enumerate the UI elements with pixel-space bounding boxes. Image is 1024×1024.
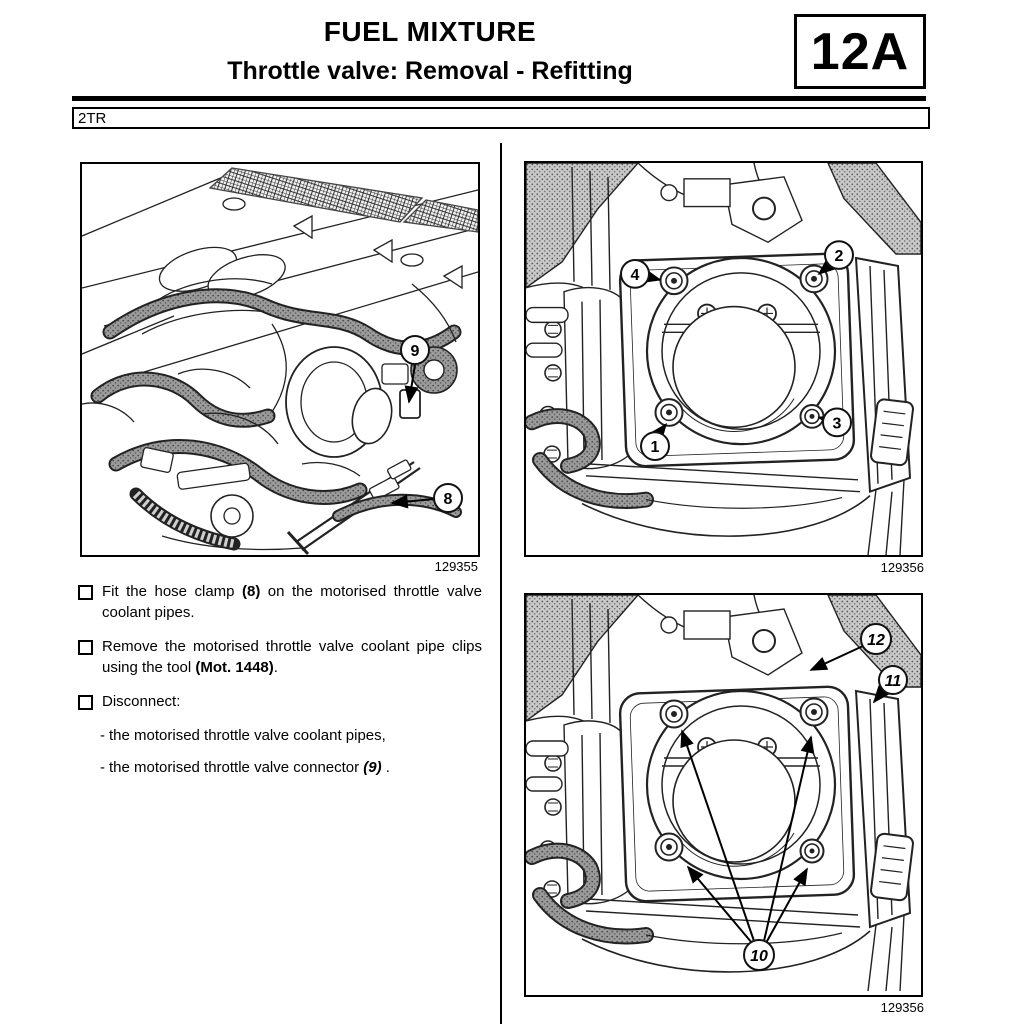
callout-10-label: 10 <box>750 948 768 965</box>
instruction-text: the motorised throttle valve connector (9) . <box>109 759 390 776</box>
instruction-list <box>78 581 482 789</box>
instruction-text: Disconnect: <box>102 693 181 710</box>
callout-8-label: 8 <box>443 491 453 508</box>
dash-marker: - <box>100 759 105 776</box>
callout-1-label: 1 <box>650 439 660 457</box>
throttle-body-illustration-top <box>526 163 921 555</box>
dash-marker: - <box>100 727 105 744</box>
callout-4-label: 4 <box>630 266 640 284</box>
section-code-box: 12A <box>794 14 926 89</box>
bullet-square-icon <box>78 640 93 655</box>
column-divider <box>500 143 502 1024</box>
instruction-item <box>78 691 482 712</box>
callout-12 <box>861 624 891 654</box>
instruction-item <box>100 757 482 778</box>
engine-bay-illustration <box>82 164 478 555</box>
callout-10 <box>744 940 774 970</box>
instruction-item <box>100 725 482 746</box>
instruction-item <box>78 581 482 623</box>
callout-4 <box>621 260 649 288</box>
bullet-square-icon <box>78 585 93 600</box>
callout-12-label: 12 <box>867 632 885 649</box>
instruction-text: the motorised throttle valve coolant pipes, <box>109 727 386 744</box>
callout-2 <box>825 241 853 269</box>
figure-throttle-removal <box>524 161 923 557</box>
header-rule <box>72 96 926 101</box>
callout-9-label: 9 <box>410 343 420 360</box>
figure-engine-bay <box>80 162 480 557</box>
instruction-item <box>78 636 482 678</box>
bullet-square-icon <box>78 695 93 710</box>
figure-code-engine: 129355 <box>434 559 478 574</box>
callout-2-label: 2 <box>834 248 844 265</box>
callout-3-label: 3 <box>832 415 842 433</box>
figure-code-bottom: 129356 <box>880 1000 924 1015</box>
callout-1 <box>641 432 669 460</box>
page-title: FUEL MIXTURE <box>323 16 537 47</box>
engine-variant-label: 2TR <box>78 109 107 127</box>
instruction-text: Remove the motorised throttle valve coolant pipe clips using the tool (Mot. 1448). <box>102 638 482 676</box>
title-block <box>72 16 788 86</box>
callout-12-arrow <box>811 646 863 670</box>
page-subtitle: Throttle valve: Removal - Refitting <box>227 57 633 85</box>
callout-3 <box>823 408 851 436</box>
callout-9 <box>401 336 429 364</box>
figure-throttle-refitting <box>524 593 923 997</box>
callout-11 <box>879 666 907 694</box>
figure-code-top: 129356 <box>880 560 924 575</box>
instruction-text: Fit the hose clamp (8) on the motorised throttle valve coolant pipes. <box>102 583 482 621</box>
throttle-body-illustration-bottom <box>526 595 921 995</box>
variant-box <box>72 107 930 129</box>
callout-8 <box>434 484 462 512</box>
callout-11-label: 11 <box>884 673 902 690</box>
